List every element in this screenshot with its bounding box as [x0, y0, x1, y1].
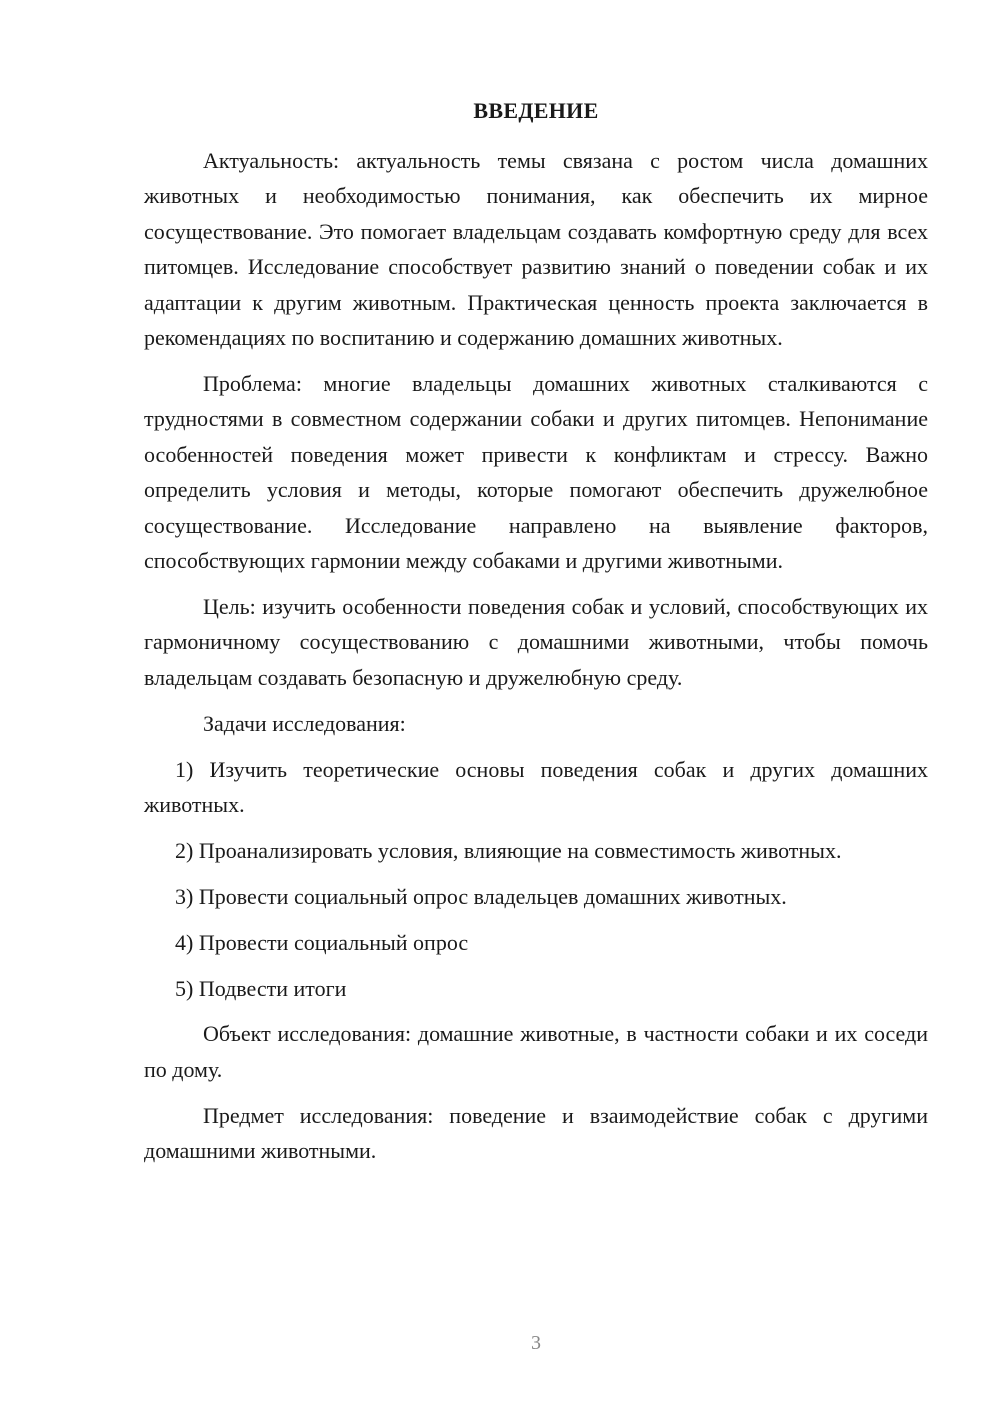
document-page	[144, 0, 928, 1414]
task-item-5: 5) Подвести итоги	[175, 975, 347, 1001]
task-item-1: 1) Изучить теоретические основы поведения собак и других домашних животных.	[144, 756, 928, 817]
problem-paragraph: Проблема: многие владельцы домашних животных сталкиваются с трудностями в совместном содержании собаки и других питомцев. Непонимание особенностей поведения может привести к конфликтам и стрессу. Важно определить условия и методы, которые помогают обеспечить дружелюбное сосуществование. Исследование направлено на выявление факторов, способствующих гармонии между собаками и другими животными.	[144, 370, 928, 573]
tasks-title: Задачи исследования:	[203, 710, 406, 736]
task-item-3: 3) Провести социальный опрос владельцев домашних животных.	[175, 883, 787, 909]
object-paragraph: Объект исследования: домашние животные, в частности собаки и их соседи по дому.	[144, 1021, 928, 1082]
task-item-2: 2) Проанализировать условия, влияющие на совместимость животных.	[175, 837, 842, 863]
page-number: 3	[531, 1332, 541, 1354]
page-title: ВВЕДЕНИЕ	[473, 98, 599, 123]
document-body	[144, 143, 928, 1179]
relevance-paragraph: Актуальность: актуальность темы связана с ростом числа домашних животных и необходимостью понимания, как обеспечить их мирное сосуществование. Это помогает владельцам создавать комфортную среду для всех питомцев. Исследование способствует развитию знаний о поведении собак и их адаптации к другим животным. Практическая ценность проекта заключается в рекомендациях по воспитанию и содержанию домашних животных.	[144, 148, 928, 351]
subject-paragraph: Предмет исследования: поведение и взаимодействие собак с другими домашними животными.	[144, 1102, 928, 1164]
task-item-4: 4) Провести социальный опрос	[175, 929, 469, 955]
goal-paragraph: Цель: изучить особенности поведения собак и условий, способствующих их гармоничному сосуществованию с домашними животными, чтобы помочь владельцам создавать безопасную и дружелюбную среду.	[144, 593, 928, 690]
